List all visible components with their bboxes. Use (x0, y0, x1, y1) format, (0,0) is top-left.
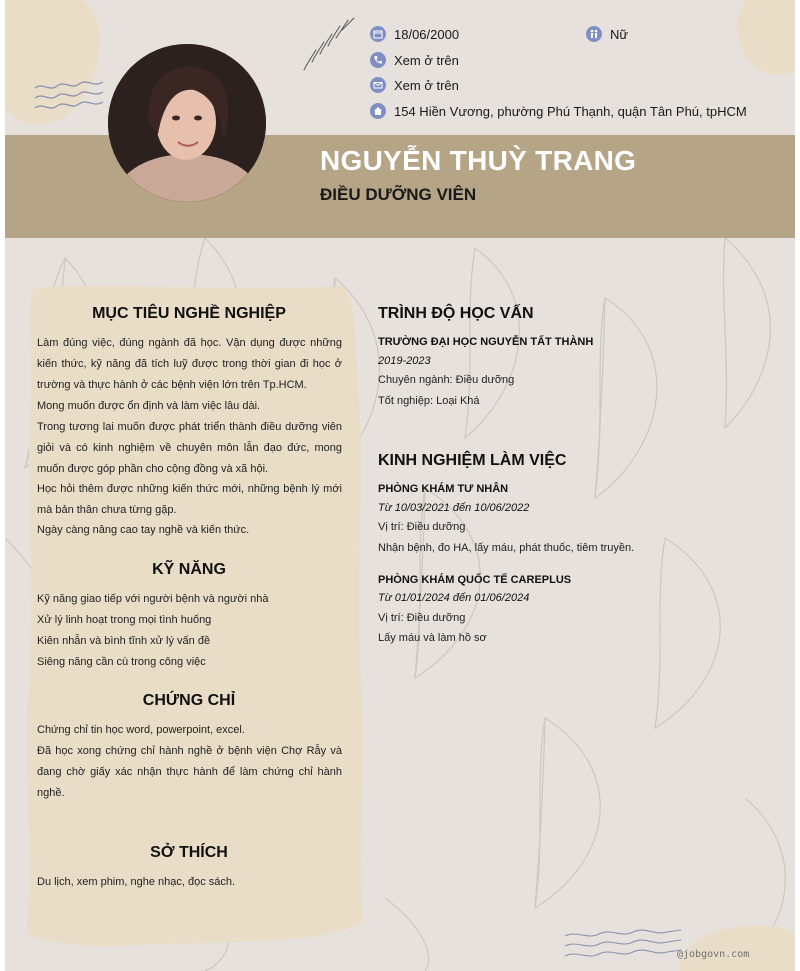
objective-paragraph: Ngày càng nâng cao tay nghề và kiến thức. (37, 524, 250, 536)
objective-title: MỤC TIÊU NGHỀ NGHIỆP (92, 305, 286, 322)
address-value: 154 Hiền Vương, phường Phú Thạnh, quận Tân Phú, tpHCM (394, 103, 747, 119)
education-major: Chuyên ngành: Điều dưỡng (378, 374, 515, 386)
experience-title: KINH NGHIỆM LÀM VIỆC (378, 452, 567, 469)
job-company: PHÒNG KHÁM QUỐC TẾ CAREPLUS (378, 574, 572, 586)
certificates-title: CHỨNG CHỈ (142, 692, 236, 709)
skill-item: Kiên nhẫn và bình tĩnh xử lý vấn đề (37, 635, 211, 647)
contact-email (370, 77, 459, 93)
job-title: ĐIỀU DƯỠNG VIÊN (320, 185, 477, 204)
skill-item: Siêng năng cần cù trong công việc (37, 656, 206, 668)
squiggle-decoration (563, 928, 683, 962)
job-description: Lấy máu và làm hồ sơ (378, 632, 487, 644)
watermark: @jobgovn.com (677, 949, 750, 960)
objective-paragraph: Học hỏi thêm được những kiến thức mới, những bệnh lý mới mà bản thân chưa từng gặp. (37, 483, 342, 516)
email-icon (370, 77, 386, 93)
education-graduation: Tốt nghiệp: Loại Khá (378, 395, 480, 407)
email-value: Xem ở trên (394, 77, 459, 93)
contact-phone (370, 52, 459, 68)
job-position: Vị trí: Điều dưỡng (378, 612, 466, 624)
skills-title: KỸ NĂNG (152, 561, 226, 578)
gender-value: Nữ (610, 26, 629, 42)
birthday-value: 18/06/2000 (394, 26, 460, 42)
job-period: Từ 10/03/2021 đến 10/06/2022 (378, 502, 530, 514)
job-company: PHÒNG KHÁM TƯ NHÂN (378, 483, 509, 495)
hobbies-text: Du lịch, xem phim, nghe nhạc, đọc sách. (37, 876, 236, 888)
phone-value: Xem ở trên (394, 52, 459, 68)
skill-item: Xử lý linh hoạt trong mọi tình huống (37, 614, 212, 626)
education-period: 2019-2023 (378, 355, 431, 367)
skill-item: Kỹ năng giao tiếp với người bệnh và người nhà (37, 593, 269, 605)
objective-paragraph: Mong muốn được ổn định và làm việc lâu dài. (37, 400, 261, 412)
home-icon (370, 103, 386, 119)
avatar (108, 44, 266, 202)
hobbies-title: SỞ THÍCH (150, 844, 228, 861)
full-name: NGUYỄN THUỲ TRANG (320, 145, 637, 176)
gender-icon (586, 26, 602, 42)
contact-gender (586, 26, 628, 42)
cv-page (5, 0, 795, 971)
objective-paragraph: Làm đúng việc, đúng ngành đã học. Vận dụng được những kiến thức, kỹ năng đã tích luỹ được trong thời gian đi học ở trường và thực hành ở các bệnh viện lớn trên Tp.HCM. (37, 337, 342, 391)
job-period: Từ 01/01/2024 đến 01/06/2024 (378, 592, 530, 604)
squiggle-decoration (33, 78, 105, 120)
objective-paragraph: Trong tương lai muốn được phát triển thành điều dưỡng viên giỏi và có kinh nghiệm về chuyên môn lẫn đạo đức, mong muốn được góp phần cho cộng đồng và xã hội. (37, 421, 342, 475)
job-position: Vị trí: Điều dưỡng (378, 521, 466, 533)
certificate-item: Đã học xong chứng chỉ hành nghề ở bệnh viện Chợ Rẫy và đang chờ giấy xác nhận thực hành để làm chứng chỉ hành nghề. (37, 745, 342, 799)
signature-doodle (298, 12, 358, 82)
calendar-icon (370, 26, 386, 42)
contact-address (370, 103, 747, 119)
certificate-item: Chứng chỉ tin học word, powerpoint, excel. (37, 724, 245, 736)
education-title: TRÌNH ĐỘ HỌC VẤN (378, 305, 534, 322)
phone-icon (370, 52, 386, 68)
school-name: TRƯỜNG ĐẠI HỌC NGUYỄN TẤT THÀNH (378, 336, 594, 348)
contact-birthday (370, 26, 459, 42)
decorative-blob (737, 0, 795, 75)
portrait-illustration (108, 44, 266, 202)
job-description: Nhận bệnh, đo HA, lấy máu, phát thuốc, tiêm truyền. (378, 542, 635, 554)
